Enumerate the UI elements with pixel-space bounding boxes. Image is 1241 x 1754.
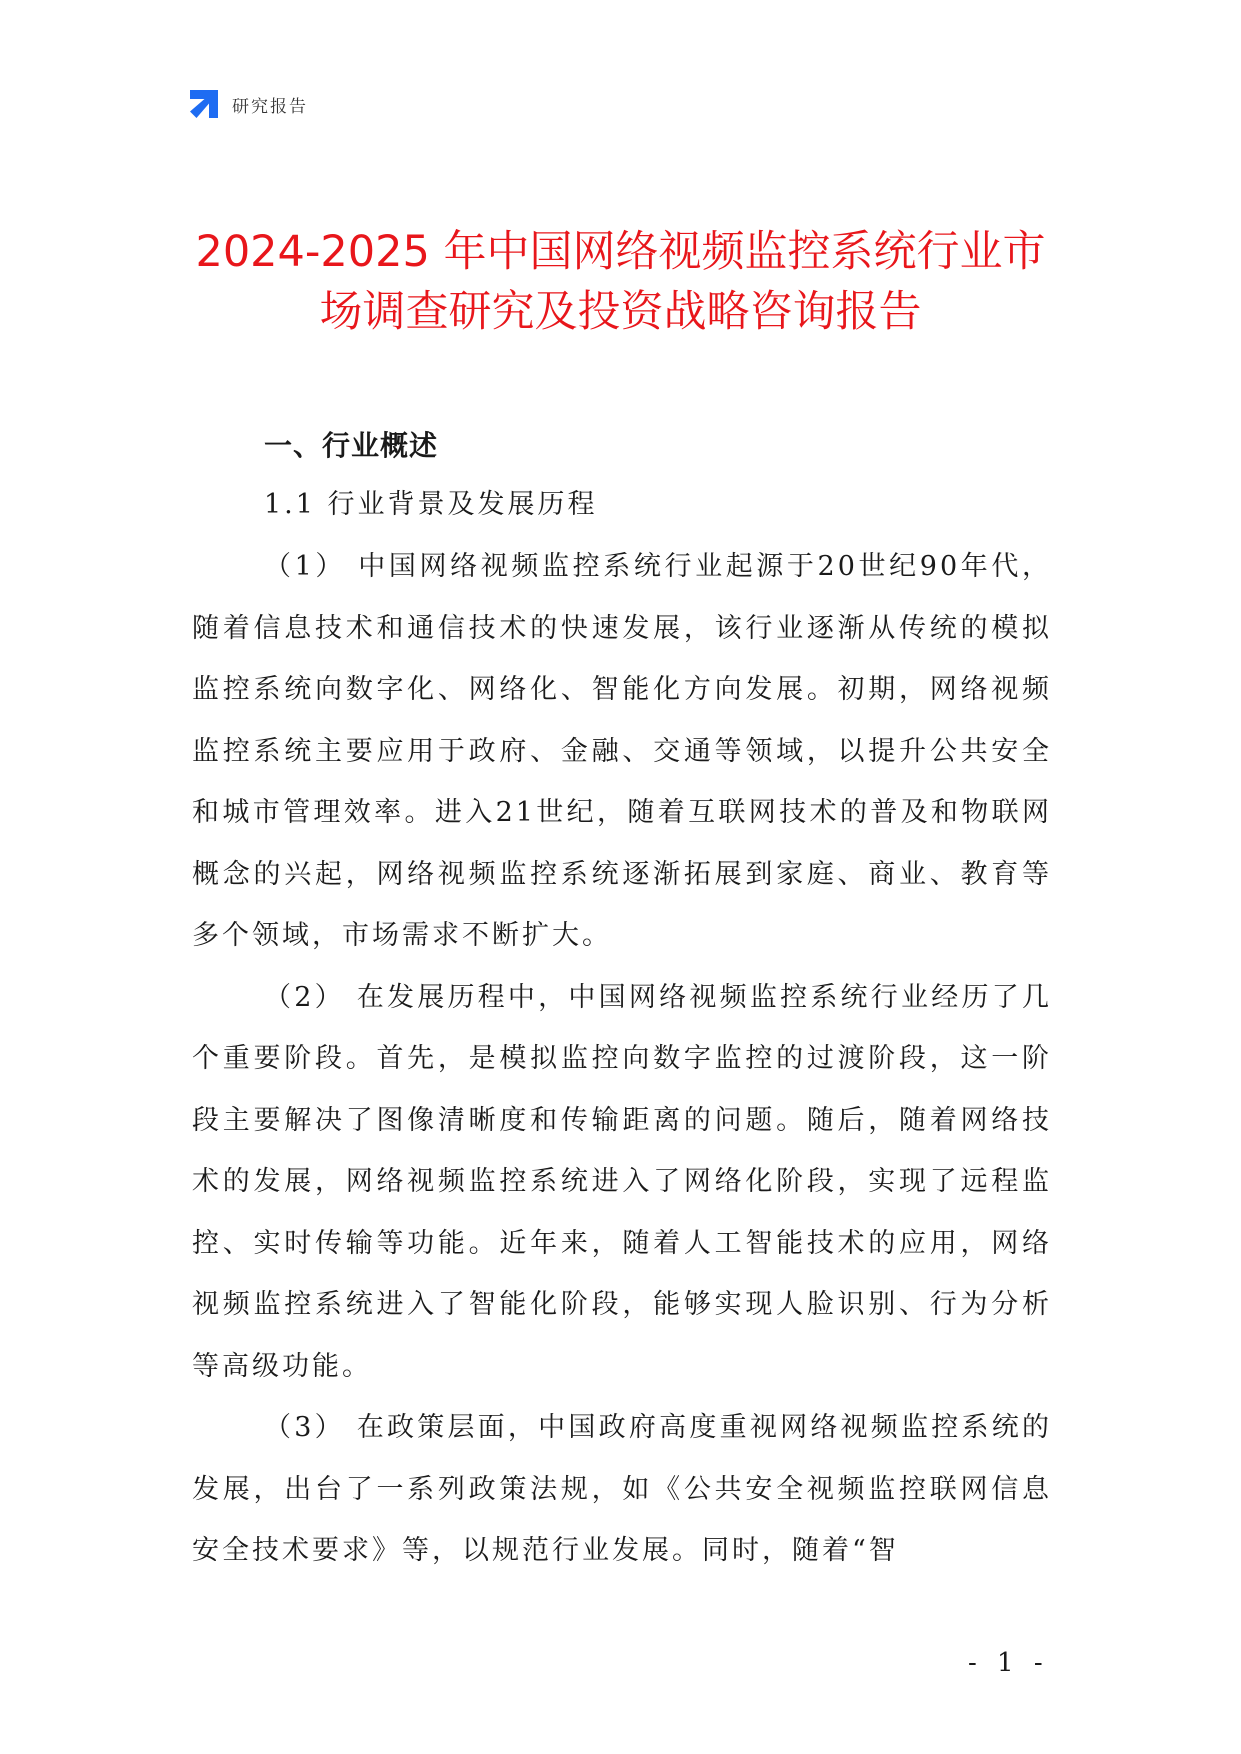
arrow-logo-icon — [188, 88, 220, 120]
title-line-2: 场调查研究及投资战略咨询报告 — [319, 287, 922, 337]
section-heading: 一、行业概述 — [264, 429, 439, 462]
document-body — [192, 418, 1052, 1582]
report-header — [188, 88, 308, 120]
report-title — [160, 222, 1081, 342]
title-line-1: 2024-2025 年中国网络视频监控系统行业市 — [195, 227, 1046, 277]
subsection-heading: 1.1 行业背景及发展历程 — [264, 489, 598, 520]
header-label: 研究报告 — [232, 96, 308, 117]
paragraph-2: （2） 在发展历程中，中国网络视频监控系统行业经历了几个重要阶段。首先，是模拟监控向数字监控的过渡阶段，这一阶段主要解决了图像清晰度和传输距离的问题。随后，随着网络技术的发展，网络视频监控系统进入了网络化阶段，实现了远程监控、实时传输等功能。近年来，随着人工智能技术的应用，网络视频监控系统进入了智能化阶段，能够实现人脸识别、行为分析等高级功能。 — [192, 981, 1052, 1382]
paragraph-3: （3） 在政策层面，中国政府高度重视网络视频监控系统的发展，出台了一系列政策法规，如《公共安全视频监控联网信息安全技术要求》等，以规范行业发展。同时，随着“智 — [192, 1412, 1052, 1566]
page-number: - 1 - — [968, 1648, 1049, 1678]
paragraph-1: （1） 中国网络视频监控系统行业起源于20世纪90年代，随着信息技术和通信技术的快速发展，该行业逐渐从传统的模拟监控系统向数字化、网络化、智能化方向发展。初期，网络视频监控系统主要应用于政府、金融、交通等领域，以提升公共安全和城市管理效率。进入21世纪，随着互联网技术的普及和物联网概念的兴起，网络视频监控系统逐渐拓展到家庭、商业、教育等多个领域，市场需求不断扩大。 — [192, 551, 1052, 951]
